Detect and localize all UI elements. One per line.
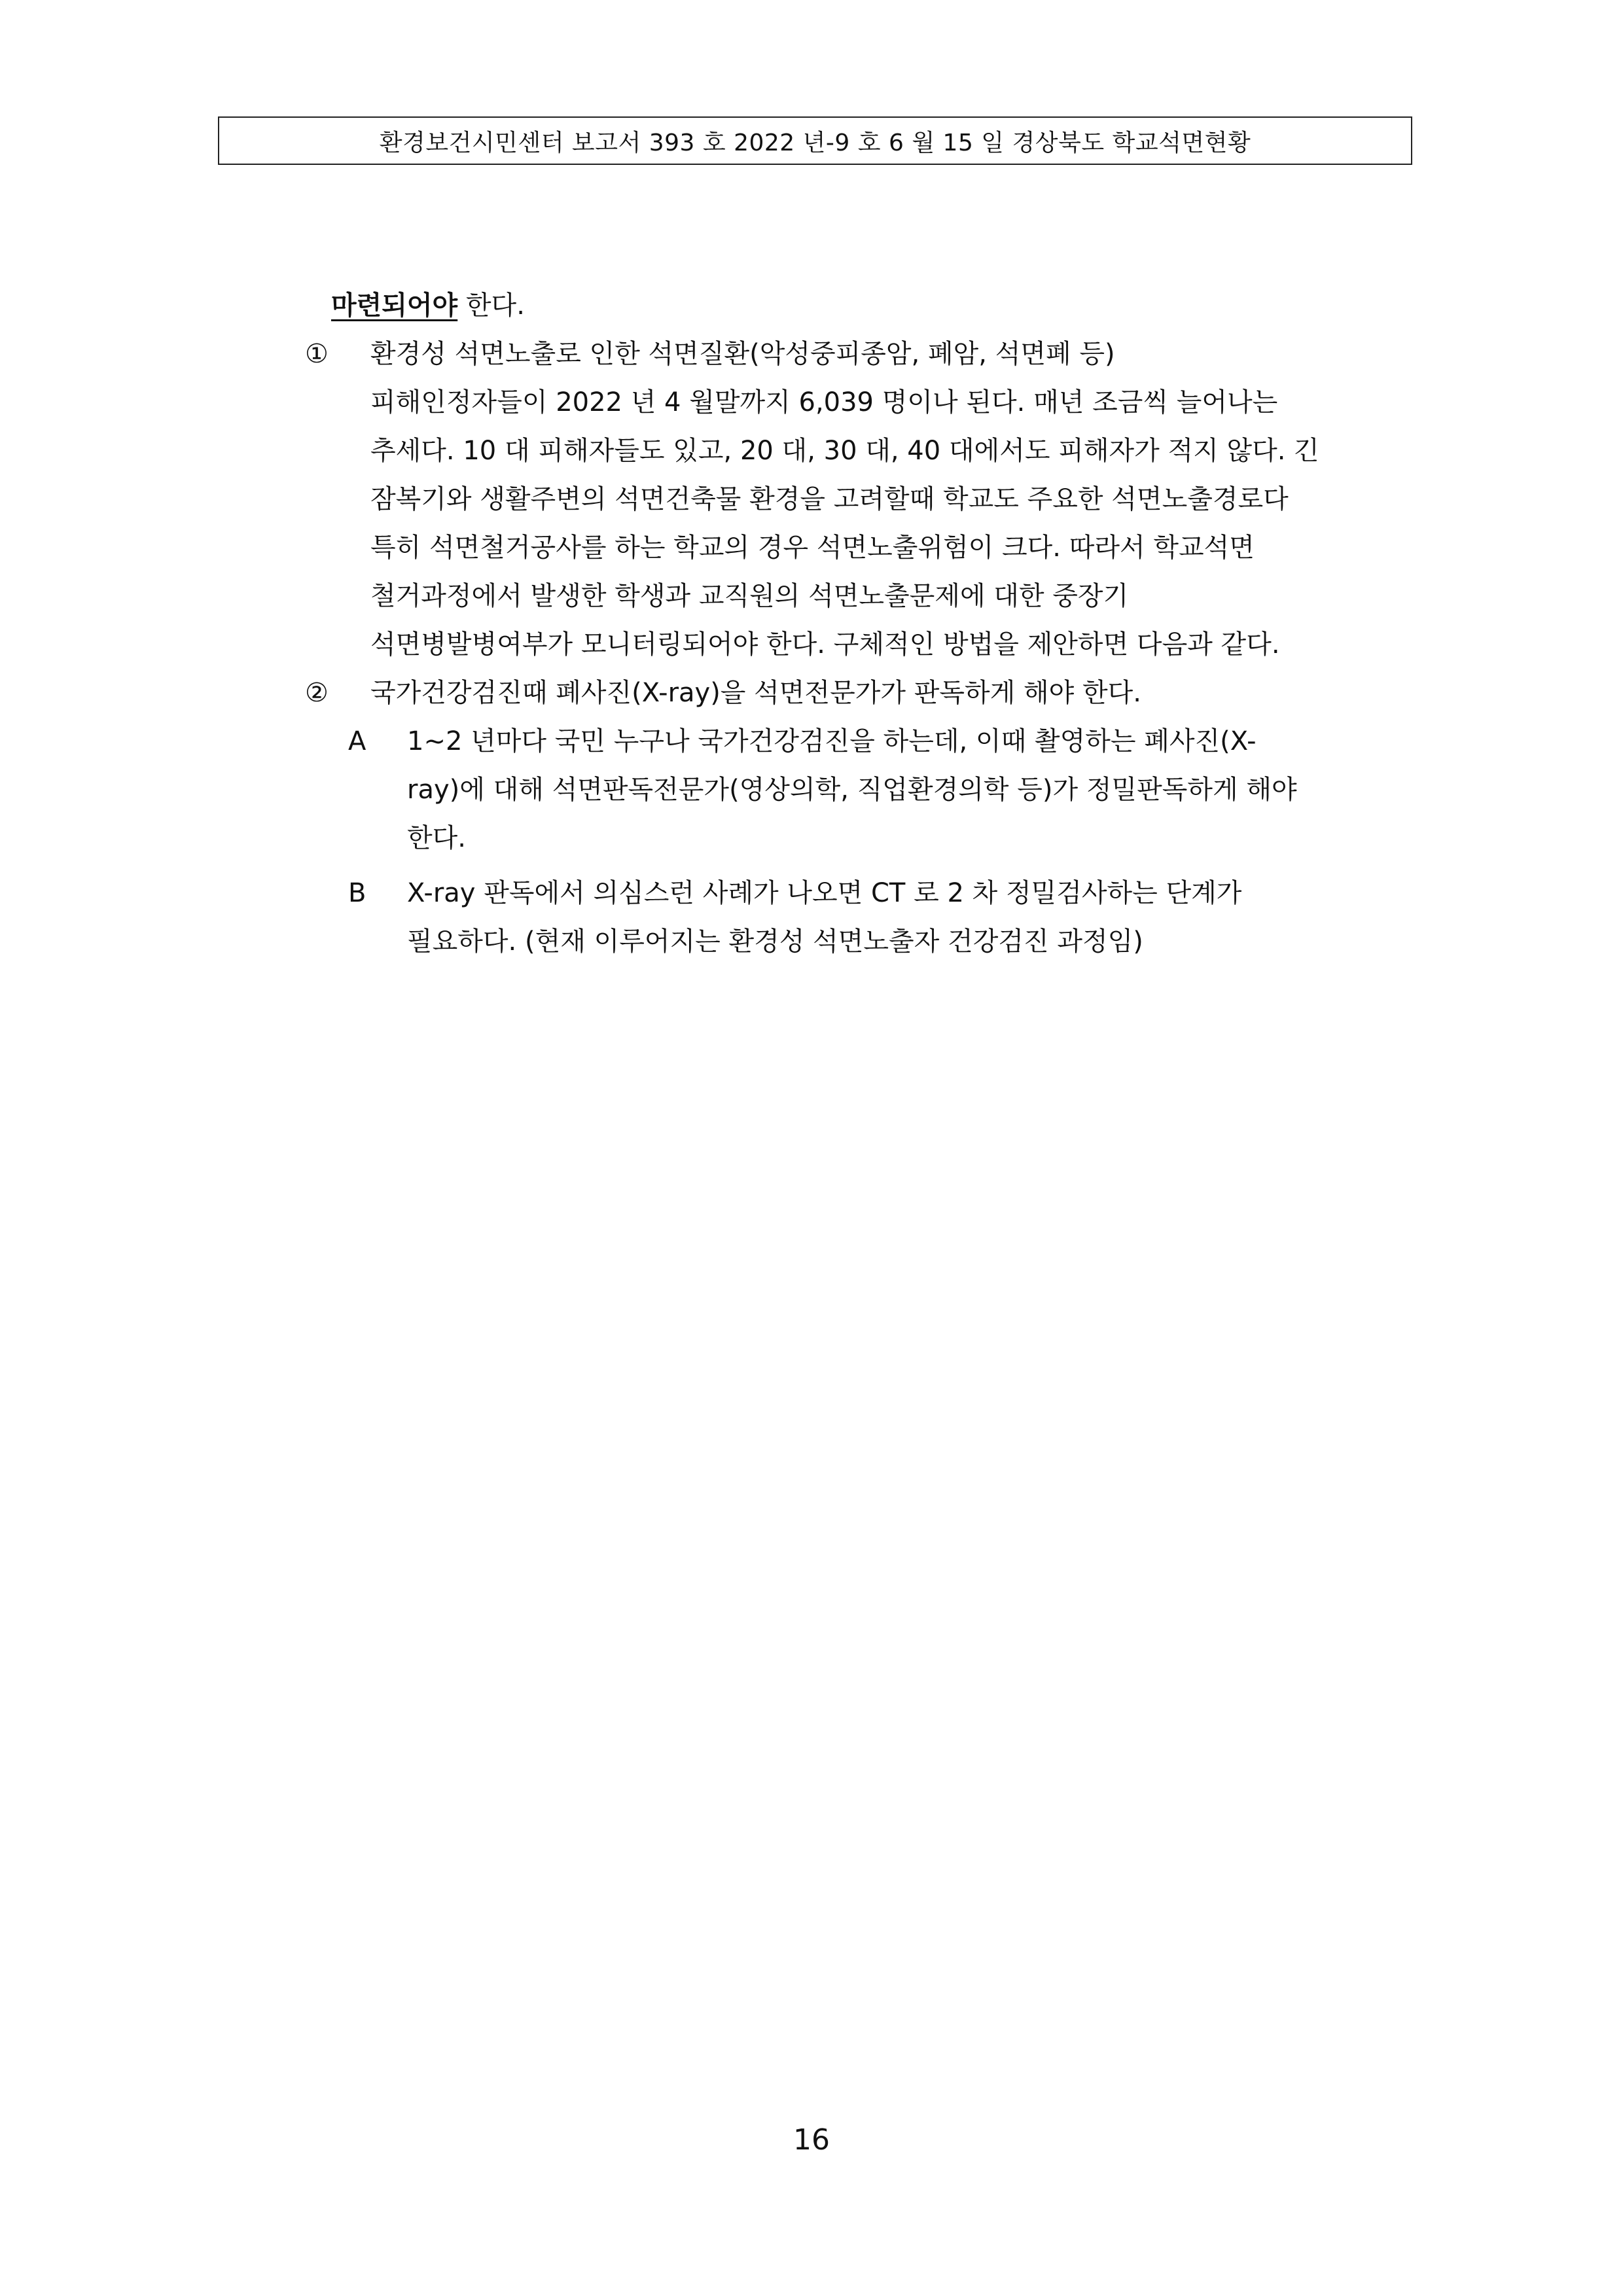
item-1-line-2: 피해인정자들이 2022 년 4 월말까지 6,039 명이나 된다. 매년 조금씩 늘어나는 [370, 387, 1278, 417]
item-2-marker: ② [305, 678, 329, 708]
subitem-a-line-3: 한다. [407, 823, 466, 853]
report-header-text: 환경보건시민센터 보고서 393 호 2022 년-9 호 6 월 15 일 경상북도 학교석면현황 [379, 129, 1251, 156]
subitem-a-marker: A [348, 726, 366, 756]
item-1-line-3: 추세다. 10 대 피해자들도 있고, 20 대, 30 대, 40 대에서도 피해자가 적지 않다. 긴 [370, 436, 1319, 466]
subitem-a-line-1: 1~2 년마다 국민 누구나 국가건강검진을 하는데, 이때 촬영하는 폐사진(X- [407, 726, 1257, 756]
subitem-b-marker: B [348, 878, 366, 908]
item-1-line-1: 환경성 석면노출로 인한 석면질환(악성중피종암, 폐암, 석면폐 등) [370, 339, 1115, 369]
item-1-line-5: 특히 석면철거공사를 하는 학교의 경우 석면노출위험이 크다. 따라서 학교석면 [370, 533, 1255, 563]
intro-rest-text: 한다. [457, 291, 525, 321]
report-header [218, 116, 1412, 165]
item-1-line-7: 석면병발병여부가 모니터링되어야 한다. 구체적인 방법을 제안하면 다음과 같다. [370, 629, 1280, 660]
subitem-a-line-2: ray)에 대해 석면판독전문가(영상의학, 직업환경의학 등)가 정밀판독하게 해야 [407, 775, 1297, 805]
page-number: 16 [793, 2123, 830, 2157]
item-2-line-1: 국가건강검진때 폐사진(X-ray)을 석면전문가가 판독하게 해야 한다. [370, 678, 1141, 708]
item-1-line-6: 철거과정에서 발생한 학생과 교직원의 석면노출문제에 대한 중장기 [370, 581, 1129, 611]
item-1-marker: ① [305, 339, 329, 369]
subitem-b-line-1: X-ray 판독에서 의심스런 사례가 나오면 CT 로 2 차 정밀검사하는 단계가 [407, 878, 1242, 908]
item-1-line-4: 잠복기와 생활주변의 석면건축물 환경을 고려할때 학교도 주요한 석면노출경로다 [370, 484, 1289, 514]
intro-bold-text: 마련되어야 [331, 291, 458, 321]
intro-line [331, 281, 525, 330]
subitem-b-line-2: 필요하다. (현재 이루어지는 환경성 석면노출자 건강검진 과정임) [407, 927, 1143, 957]
